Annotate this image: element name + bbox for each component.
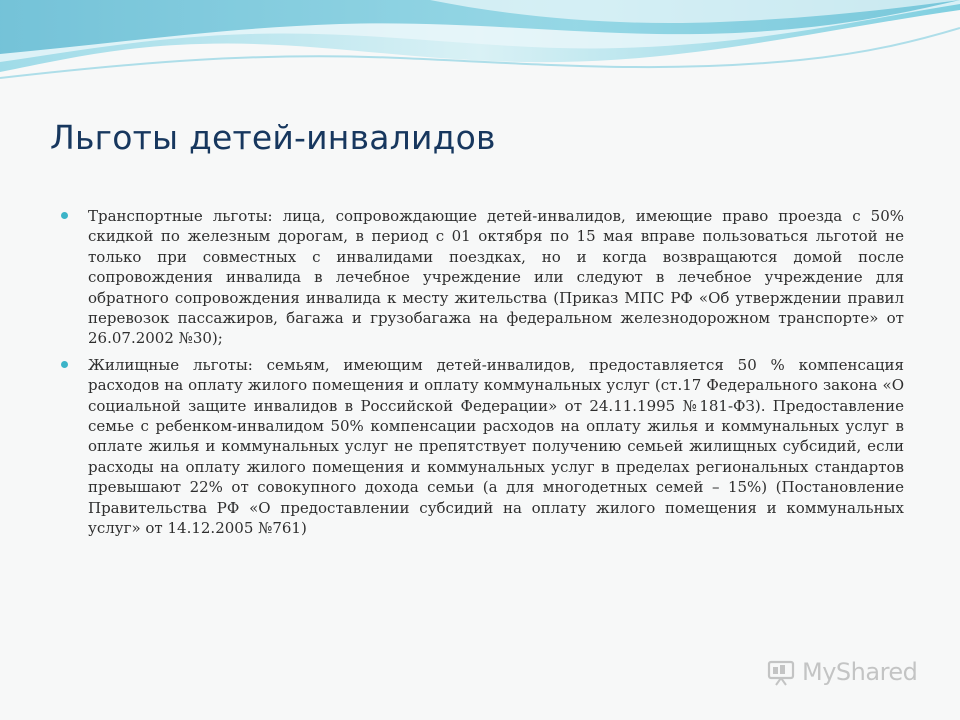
bullet-list	[56, 206, 904, 545]
slide-title: Льготы детей-инвалидов	[50, 118, 496, 158]
bullet-text: Транспортные льготы: лица, сопровождающие детей-инвалидов, имеющие право проезда с 50% скидкой по железным дорогам, в период с 01 октября по 15 мая вправе пользоваться льготой не только при совместных с инвалидами поездках, но и когда возвращаются домой после сопровождения инвалида в лечебное учреждение или следуют в лечебное учреждение для обратного сопровождения инвалида к месту жительства (Приказ МПС РФ «Об утверждении правил перевозок пассажиров, багажа и грузобагажа на федеральном железнодорожном транспорте» от 26.07.2002 №30);	[88, 207, 904, 348]
bullet-text: Жилищные льготы: семьям, имеющим детей-инвалидов, предоставляется 50 % компенсация расходов на оплату жилого помещения и оплату коммунальных услуг (ст.17 Федерального закона «О социальной защите инвалидов в Российской Федерации» от 24.11.1995 №181-ФЗ). Предоставление семье с ребенком-инвалидом 50% компенсации расходов на оплату жилья и коммунальных услуг в оплате жилья и коммунальных услуг не препятствует получению семьей жилищных субсидий, если расходы на оплату жилого помещения и коммунальных услуг в пределах региональных стандартов превышают 22% от совокупного дохода семьи (а для многодетных семей – 15%) (Постановление Правительства РФ «О предоставлении субсидий на оплату жилого помещения и коммунальных услуг» от 14.12.2005 №761)	[88, 355, 904, 538]
presentation-board-icon	[766, 657, 796, 687]
bullet-item-housing	[56, 355, 904, 539]
watermark-text: MyShared	[802, 658, 918, 686]
decorative-waves	[0, 0, 960, 110]
bullet-dot-icon	[61, 361, 68, 368]
bullet-item-transport	[56, 206, 904, 349]
bullet-dot-icon	[61, 212, 68, 219]
watermark	[766, 657, 917, 687]
